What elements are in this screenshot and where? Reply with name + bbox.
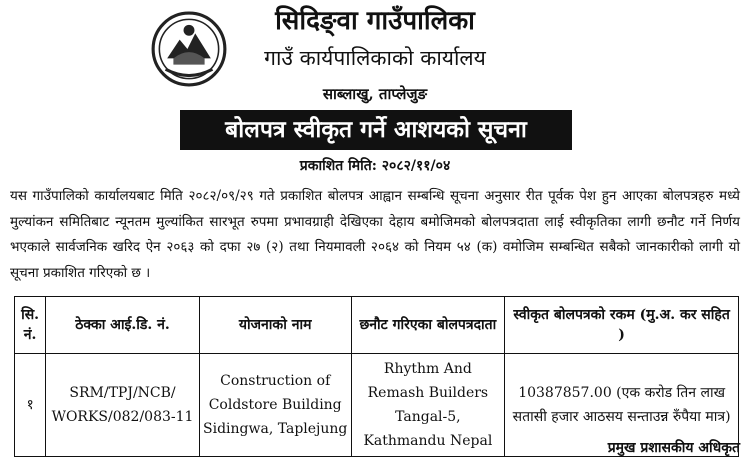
header-sn: सि. नं. bbox=[15, 297, 46, 354]
cell-sn: १ bbox=[15, 354, 46, 457]
table-header-row bbox=[15, 297, 739, 354]
award-table bbox=[14, 296, 739, 457]
office-name: गाउँ कार्यपालिकाको कार्यालय bbox=[264, 46, 486, 70]
cell-project-name: Construction of Coldstore Building Sidingwa, Taplejung bbox=[199, 354, 351, 457]
cell-bidder: Rhythm And Remash Builders Tangal-5, Kathmandu Nepal bbox=[351, 354, 505, 457]
notice-title: बोलपत्र स्वीकृत गर्ने आशयको सूचना bbox=[180, 110, 572, 150]
header-contract-id: ठेक्का आई.डि. नं. bbox=[46, 297, 200, 354]
header-amount: स्वीकृत बोलपत्रको रकम (मु.अ. कर सहित ) bbox=[505, 297, 739, 354]
cell-amount: 10387857.00 (एक करोड तिन लाख सतासी हजार आठसय सन्ताउन्न रुँपैया मात्र) bbox=[505, 354, 739, 457]
nepal-emblem-icon bbox=[150, 10, 228, 88]
header-bidder: छनौट गरिएका बोलपत्रदाता bbox=[351, 297, 505, 354]
cell-contract-id: SRM/TPJ/NCB/ WORKS/082/083-11 bbox=[46, 354, 200, 457]
notice-header bbox=[0, 0, 748, 174]
header-project-name: योजनाको नाम bbox=[199, 297, 351, 354]
published-date: प्रकाशित मिति: २०८२/११/०४ bbox=[299, 158, 451, 174]
notice-paragraph: यस गाउँपालिको कार्यालयबाट मिति २०८२/०९/२९ गते प्रकाशित बोलपत्र आह्वान सम्बन्धि सूचना अनुसार रीत पूर्वक पेश हुन आएका बोलपत्रहरु मध्ये मुल्यांकन समितिबाट न्यूनतम मुल्यांकित सारभूत रुपमा प्रभावग्राही देखिएका देहाय बमोजिमको बोलपत्रदाता लाई स्वीकृतिका लागी छनौट गर्ने निर्णय भएकाले सार्वजनिक खरिद ऐन २०६३ को दफा २७ (२) तथा नियमावली २०६४ को नियम ५४ (क) वमोजिम सम्बन्धित सबैको जानकारीको लागी यो सूचना प्रकाशित गरिएको छ । bbox=[10, 188, 740, 281]
signature-title: प्रमुख प्रशासकीय अधिकृत bbox=[607, 440, 740, 456]
municipality-name: सिदिङ्वा गाउँपालिका bbox=[275, 6, 475, 36]
office-address: साब्लाखु, ताप्लेजुङ bbox=[322, 85, 428, 103]
